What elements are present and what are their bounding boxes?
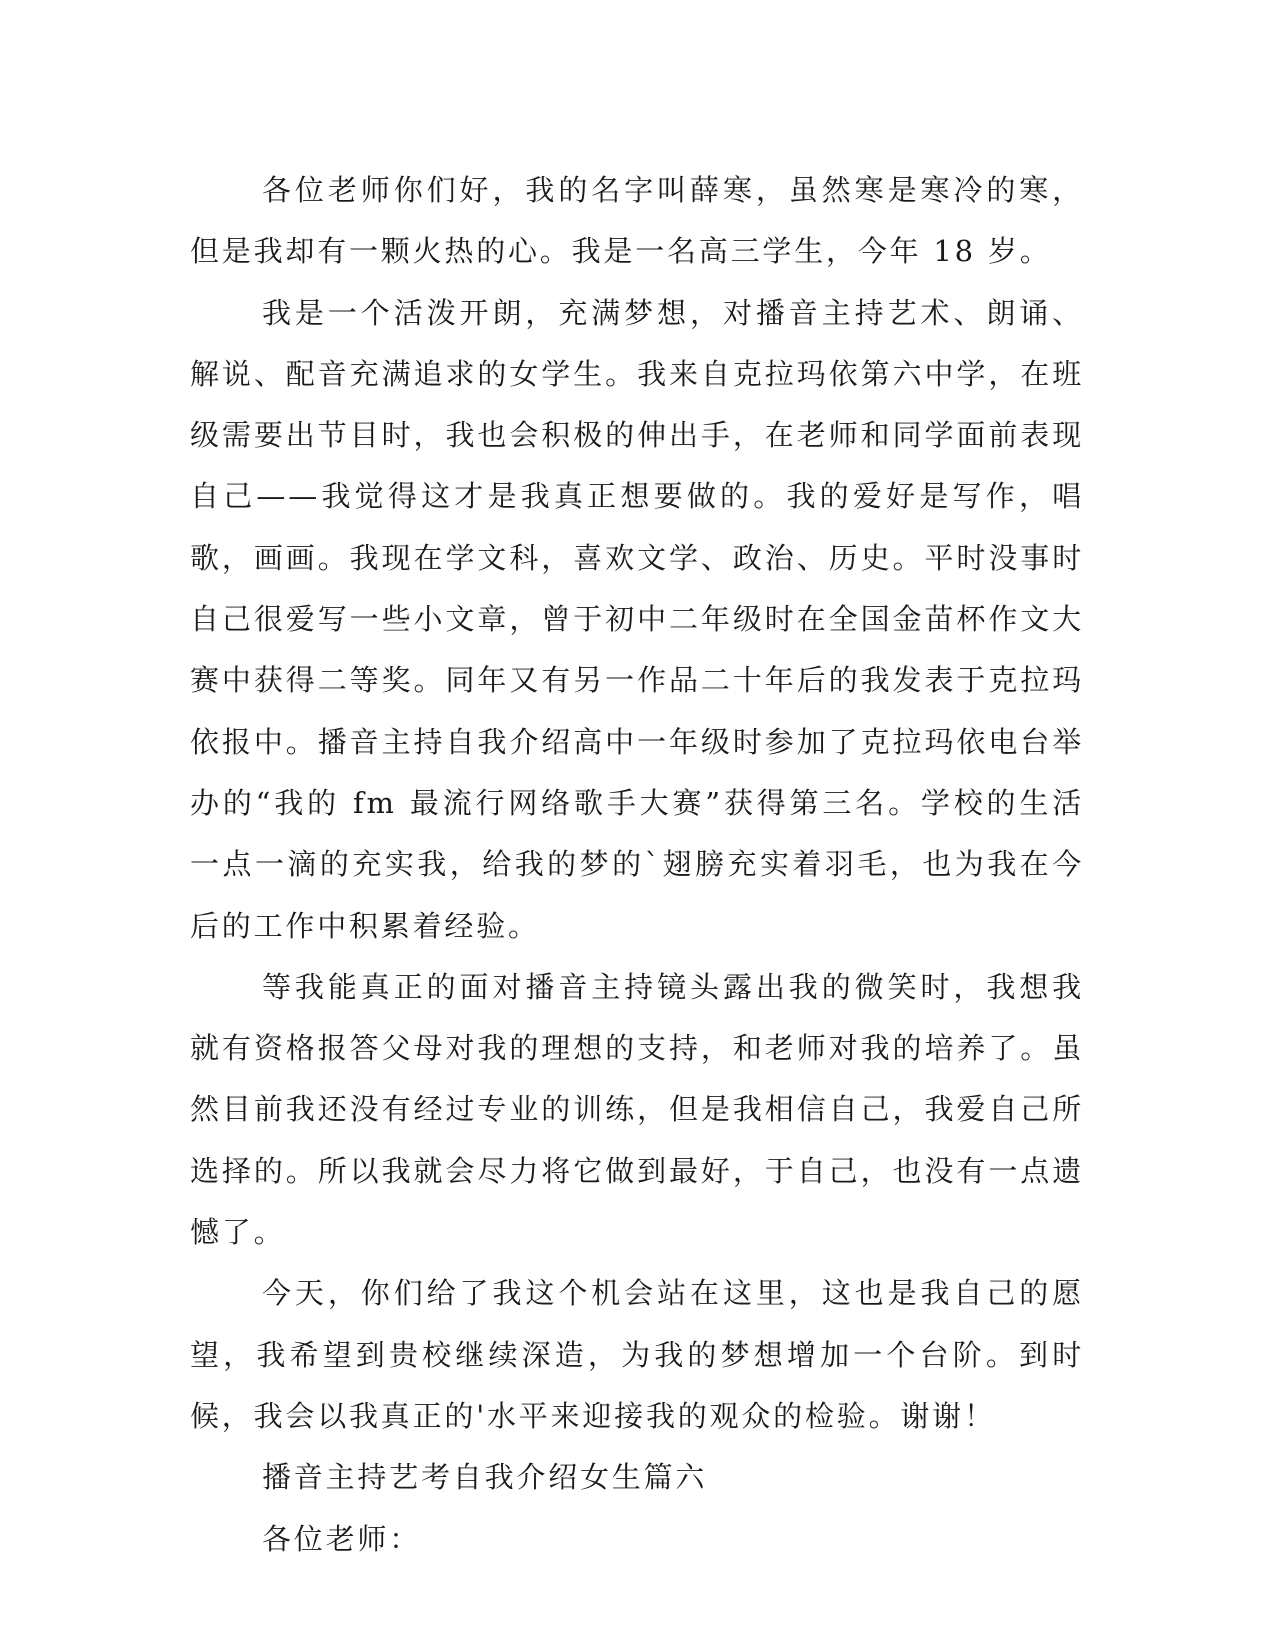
paragraph-2: 我是一个活泼开朗，充满梦想，对播音主持艺术、朗诵、解说、配音充满追求的女学生。我来自克拉玛依第六中学，在班级需要出节目时，我也会积极的伸出手，在老师和同学面前表现自己——我觉得这才是我真正想要做的。我的爱好是写作，唱歌，画画。我现在学文科，喜欢文学、政治、历史。平时没事时自己很爱写一些小文章，曾于初中二年级时在全国金苗杯作文大赛中获得二等奖。同年又有另一作品二十年后的我发表于克拉玛依报中。播音主持自我介绍高中一年级时参加了克拉玛依电台举办的“我的 fm 最流行网络歌手大赛”获得第三名。学校的生活一点一滴的充实我，给我的梦的`翅膀充实着羽毛，也为我在今后的工作中积累着经验。 — [190, 295, 1084, 943]
document-body — [190, 160, 1084, 1570]
salutation: 各位老师： — [262, 1521, 422, 1556]
paragraph-3: 等我能真正的面对播音主持镜头露出我的微笑时，我想我就有资格报答父母对我的理想的支持，和老师对我的培养了。虽然目前我还没有经过专业的训练，但是我相信自己，我爱自己所选择的。所以我就会尽力将它做到最好，于自己，也没有一点遗憾了。 — [190, 969, 1084, 1250]
paragraph-1: 各位老师你们好，我的名字叫薛寒，虽然寒是寒冷的寒，但是我却有一颗火热的心。我是一名高三学生，今年 18 岁。 — [190, 173, 1084, 269]
section-heading: 播音主持艺考自我介绍女生篇六 — [262, 1460, 708, 1495]
paragraph-4: 今天，你们给了我这个机会站在这里，这也是我自己的愿望，我希望到贵校继续深造，为我的梦想增加一个台阶。到时候，我会以我真正的'水平来迎接我的观众的检验。谢谢！ — [190, 1276, 1084, 1433]
